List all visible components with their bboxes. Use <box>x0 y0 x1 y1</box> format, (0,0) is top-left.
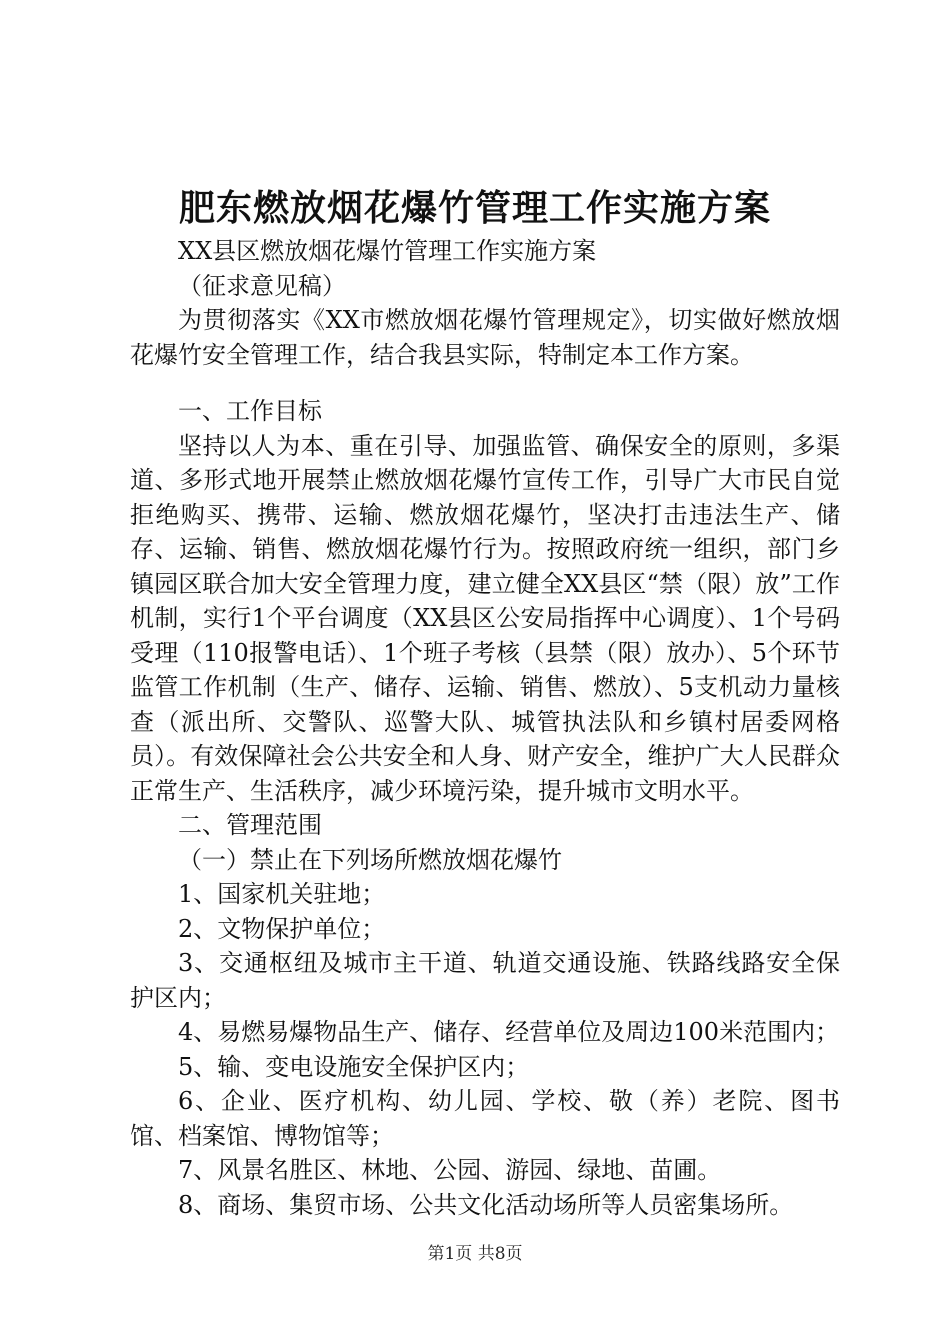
section-heading-scope: 二、管理范围 <box>178 811 322 839</box>
list-item: 4、易燃易爆物品生产、储存、经营单位及周边100米范围内； <box>178 1018 840 1046</box>
list-item: 7、风景名胜区、林地、公园、游园、绿地、苗圃。 <box>178 1156 722 1184</box>
intro-paragraph: 为贯彻落实《XX市燃放烟花爆竹管理规定》，切实做好燃放烟花爆竹安全管理工作，结合我县实际，特制定本工作方案。 <box>130 306 840 369</box>
list-item: 6、企业、医疗机构、幼儿园、学校、敬（养）老院、图书馆、档案馆、博物馆等； <box>130 1087 840 1150</box>
goals-paragraph: 坚持以人为本、重在引导、加强监管、确保安全的原则，多渠道、多形式地开展禁止燃放烟花爆竹宣传工作，引导广大市民自觉拒绝购买、携带、运输、燃放烟花爆竹，坚决打击违法生产、储存、运输、销售、燃放烟花爆竹行为。按照政府统一组织，部门乡镇园区联合加大安全管理力度，建立健全XX县区“禁（限）放”工作机制，实行1个平台调度（XX县区公安局指挥中心调度）、1个号码受理（110报警电话）、1个班子考核（县禁（限）放办）、5个环节监管工作机制（生产、储存、运输、销售、燃放）、5支机动力量核查（派出所、交警队、巡警大队、城管执法队和乡镇村居委网格员）。有效保障社会公共安全和人身、财产安全，维护广大人民群众正常生产、生活秩序，减少环境污染，提升城市文明水平。 <box>130 431 840 805</box>
draft-note: （征求意见稿） <box>178 271 346 300</box>
list-item: 5、输、变电设施安全保护区内； <box>178 1052 530 1081</box>
subtitle-line: XX县区燃放烟花爆竹管理工作实施方案 <box>178 237 597 265</box>
list-item: 8、商场、集贸市场、公共文化活动场所等人员密集场所。 <box>178 1190 794 1219</box>
subsection-heading-prohibited: （一）禁止在下列场所燃放烟花爆竹 <box>178 845 562 874</box>
document-title: 肥东燃放烟花爆竹管理工作实施方案 <box>178 187 771 229</box>
list-item: 2、文物保护单位； <box>178 914 386 943</box>
list-item: 3、交通枢纽及城市主干道、轨道交通设施、铁路线路安全保护区内； <box>130 949 840 1012</box>
page-number-footer: 第1页 共8页 <box>427 1244 523 1264</box>
list-item: 1、国家机关驻地； <box>178 880 386 908</box>
document-body <box>130 234 840 1222</box>
section-heading-goals: 一、工作目标 <box>178 397 322 425</box>
